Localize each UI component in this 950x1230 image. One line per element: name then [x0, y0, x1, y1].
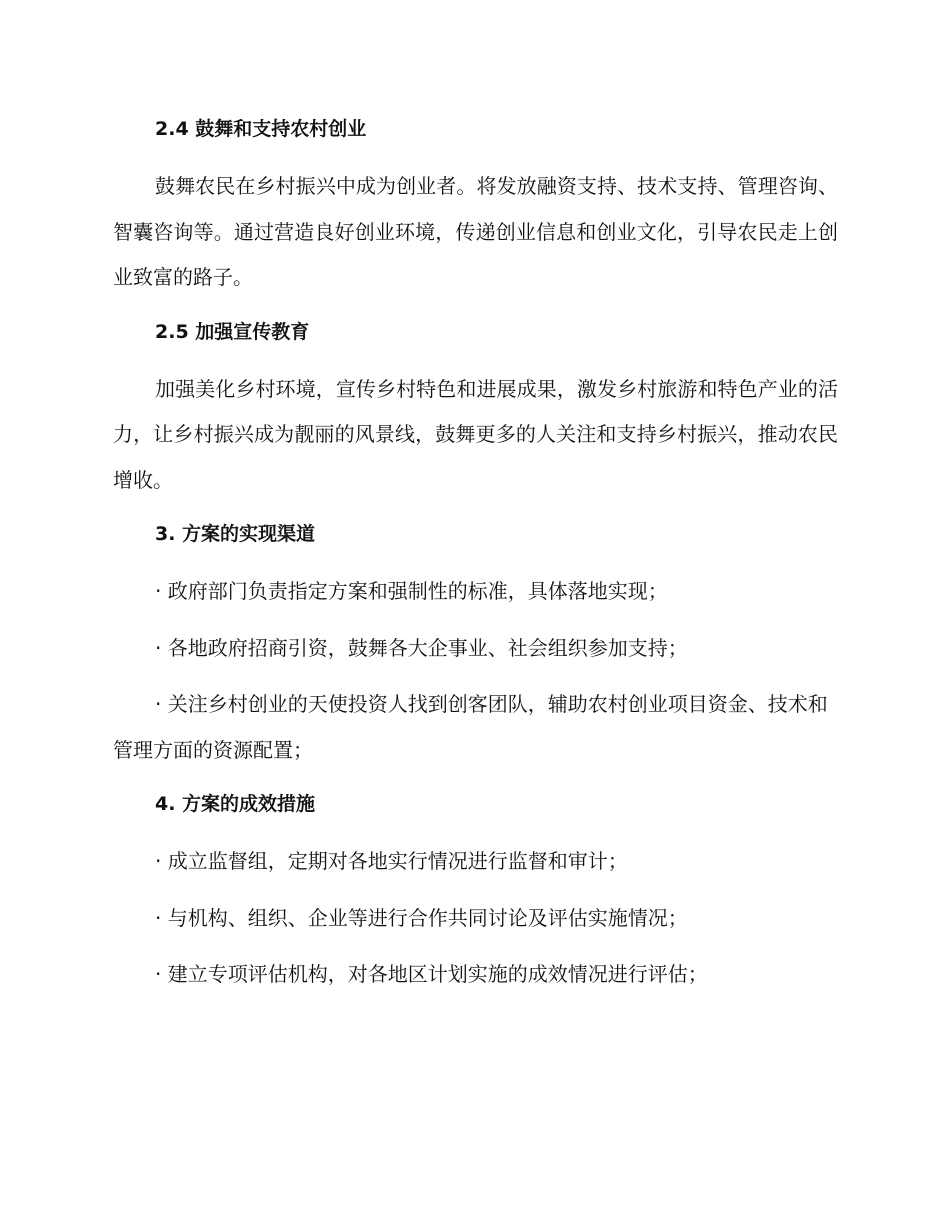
list-item: · 关注乡村创业的天使投资人找到创客团队，辅助农村创业项目资金、技术和管理方面的资源配置； [113, 692, 828, 762]
section-paragraph-2-5: 加强美化乡村环境，宣传乡村特色和进展成果，激发乡村旅游和特色产业的活力，让乡村振兴成为靓丽的风景线，鼓舞更多的人关注和支持乡村振兴，推动农民增收。 [113, 376, 838, 492]
list-item: · 与机构、组织、企业等进行合作共同讨论及评估实施情况； [155, 905, 688, 930]
list-item: · 成立监督组，定期对各地实行情况进行监督和审计； [155, 849, 628, 873]
list-item: · 政府部门负责指定方案和强制性的标准，具体落地实现； [155, 579, 668, 603]
section-heading-2-5: 2.5 加强宣传教育 [155, 320, 310, 343]
section-heading-4: 4. 方案的成效措施 [155, 793, 316, 815]
section-heading-2-4: 2.4 鼓舞和支持农村创业 [155, 118, 367, 140]
list-item: · 建立专项评估机构，对各地区计划实施的成效情况进行评估； [155, 962, 708, 986]
document-body [113, 112, 838, 998]
section-heading-3: 3. 方案的实现渠道 [155, 523, 316, 545]
list-item: · 各地政府招商引资，鼓舞各大企事业、社会组织参加支持； [155, 635, 688, 660]
section-paragraph-2-4: 鼓舞农民在乡村振兴中成为创业者。将发放融资支持、技术支持、管理咨询、智囊咨询等。通过营造良好创业环境，传递创业信息和创业文化，引导农民走上创业致富的路子。 [113, 174, 838, 289]
